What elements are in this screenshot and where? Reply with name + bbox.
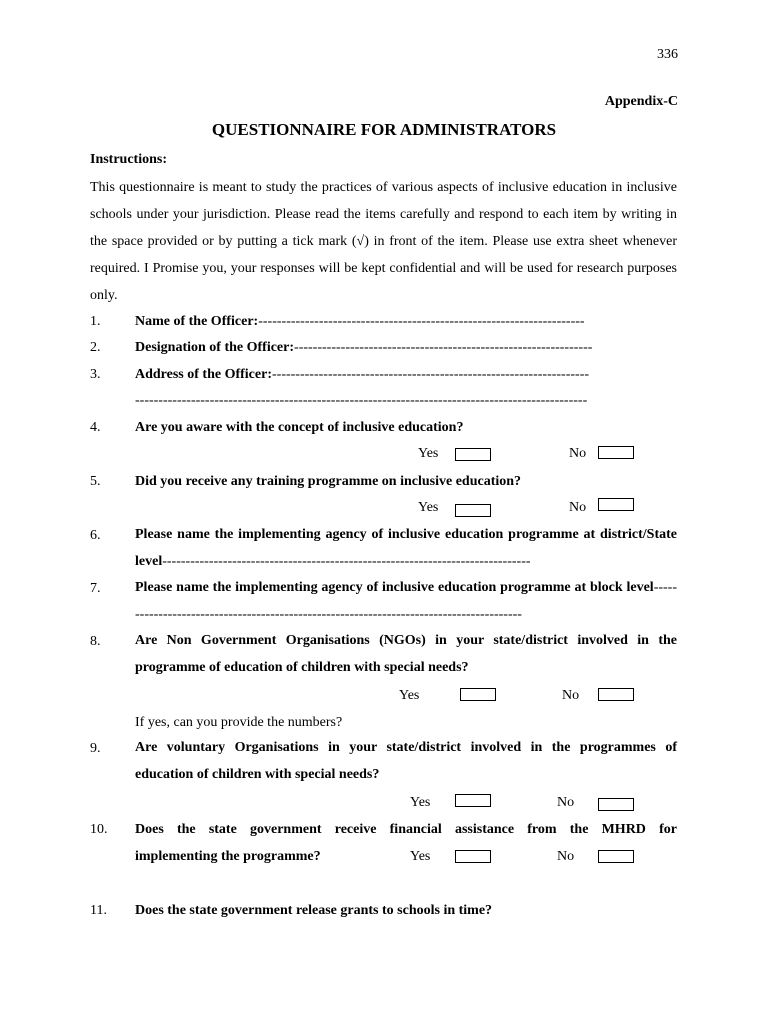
followup-question: If yes, can you provide the numbers? (135, 715, 343, 730)
no-checkbox[interactable] (598, 446, 634, 459)
yes-label: Yes (418, 446, 439, 461)
question-number: 11. (90, 903, 107, 918)
no-label: No (557, 795, 575, 810)
question-text: Address of the Officer: (135, 367, 272, 382)
yes-label: Yes (410, 795, 431, 810)
answer-line[interactable]: ---------------------------------------------------------------------------------------- (135, 580, 677, 622)
answer-line[interactable]: ------------------------------------------------------------------------------- (162, 554, 531, 569)
answer-line[interactable]: ---------------------------------------------------------------- (294, 340, 593, 355)
yes-label: Yes (410, 849, 431, 864)
question-number: 3. (90, 367, 101, 382)
page-title: QUESTIONNAIRE FOR ADMINISTRATORS (211, 120, 557, 139)
no-checkbox[interactable] (598, 850, 634, 863)
yes-checkbox[interactable] (455, 850, 491, 863)
page-number: 336 (657, 47, 678, 62)
no-label: No (569, 500, 587, 515)
question-text: Please name the implementing agency of inclusive education programme at block level (135, 580, 654, 595)
instructions-paragraph: This questionnaire is meant to study the practices of various aspects of inclusive education in inclusive schools under your jurisdiction. Please read the items carefully and respond to each item by writing in the space provided or by putting a tick mark (√) in front of the item. Please use extra sheet whenever required. I Promise you, your responses will be kept confidential and will be used for research purposes only. (90, 180, 677, 303)
no-label: No (569, 446, 587, 461)
question-number: 6. (90, 528, 101, 543)
instructions-heading: Instructions: (90, 152, 168, 167)
no-checkbox[interactable] (598, 688, 634, 701)
no-checkbox[interactable] (598, 498, 634, 511)
yes-label: Yes (399, 688, 420, 703)
question-number: 5. (90, 474, 101, 489)
question-number: 1. (90, 314, 101, 329)
question-3 (135, 367, 589, 383)
yes-checkbox[interactable] (460, 688, 496, 701)
no-checkbox[interactable] (598, 798, 634, 811)
yes-checkbox[interactable] (455, 794, 491, 807)
question-number: 9. (90, 741, 101, 756)
question-8: Are Non Government Organisations (NGOs) in your state/district involved in the programme of education of children with special needs? (135, 633, 677, 675)
question-number: 4. (90, 420, 101, 435)
appendix-label: Appendix-C (604, 94, 678, 109)
question-10-line-2: implementing the programme? (135, 849, 321, 864)
yes-checkbox[interactable] (455, 504, 491, 517)
question-number: 8. (90, 634, 101, 649)
no-label: No (562, 688, 580, 703)
question-6 (135, 521, 677, 575)
question-number: 10. (90, 822, 108, 837)
yes-label: Yes (418, 500, 439, 515)
question-4: Are you aware with the concept of inclusive education? (135, 420, 464, 435)
question-2 (135, 340, 592, 356)
answer-line[interactable]: ---------------------------------------------------------------------- (258, 314, 585, 329)
question-7 (135, 574, 677, 628)
question-5: Did you receive any training programme on inclusive education? (135, 474, 522, 489)
answer-line[interactable]: -------------------------------------------------------------------- (272, 367, 590, 382)
answer-line[interactable]: ------------------------------------------------------------------------------------------------- (135, 393, 588, 408)
no-label: No (557, 849, 575, 864)
question-1 (135, 314, 585, 330)
question-text: Please name the implementing agency of inclusive education programme at district/State level (135, 527, 677, 569)
question-number: 2. (90, 340, 101, 355)
question-number: 7. (90, 581, 101, 596)
question-text: Name of the Officer: (135, 314, 259, 329)
question-10-line-1: Does the state government receive financial assistance from the MHRD for (135, 822, 677, 837)
question-text: Designation of the Officer: (135, 340, 295, 355)
yes-checkbox[interactable] (455, 448, 491, 461)
question-11: Does the state government release grants to schools in time? (135, 903, 493, 918)
question-9: Are voluntary Organisations in your state/district involved in the programmes of education of children with special needs? (135, 740, 677, 782)
